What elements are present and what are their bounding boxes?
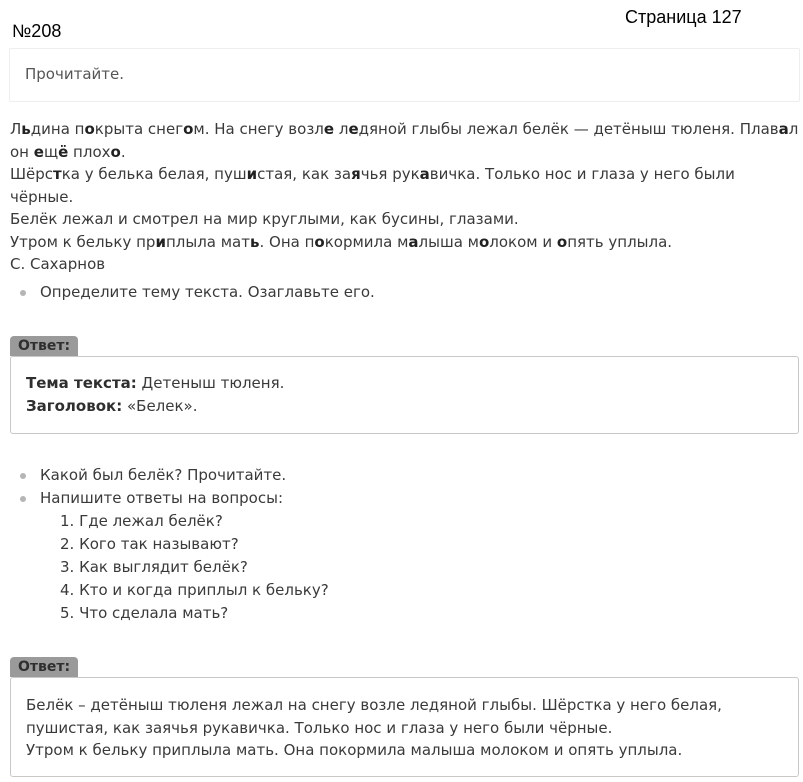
bullet-icon (20, 496, 26, 502)
bullet-icon (20, 290, 26, 296)
theme-label: Тема текста: (26, 374, 137, 392)
title-label: Заголовок: (26, 396, 123, 415)
answer-box-1 (10, 356, 799, 434)
task-instruction-box (9, 48, 800, 102)
reading-text (10, 118, 800, 276)
question-answer: Напишите ответы на вопросы: (40, 489, 284, 507)
theme-value: Детеныш тюленя. (136, 374, 285, 392)
answer-tab-1: Ответ: (10, 336, 78, 356)
text-author: С. Сахарнов (10, 255, 106, 273)
answer-box-2 (10, 677, 799, 777)
text-line-2: Шёрстка у белька белая, пушистая, как заячья рукавичка. Только нос и глаза у него были чёрные. (10, 165, 735, 206)
question-theme: Определите тему текста. Озаглавьте его. (40, 283, 375, 301)
answer-theme-line (26, 372, 783, 395)
sub-question-list (40, 510, 329, 625)
text-line-4: Утром к бельку приплыла мать. Она покормила малыша молоком и опять уплыла. (10, 232, 673, 251)
exercise-number: №208 (12, 21, 62, 41)
answer-text-2: Утром к бельку приплыла мать. Она покормила малыша молоком и опять уплыла. (26, 741, 683, 759)
bullet-icon (20, 473, 26, 479)
answer-text-1: Белёк – детёныш тюленя лежал на снегу возле ледяной глыбы. Шёрстка у него белая, пушистая, как заячья рукавичка. Только нос и глаза у него были чёрные. (26, 696, 722, 737)
question-list-2 (20, 464, 329, 625)
text-line-3: Белёк лежал и смотрел на мир круглыми, как бусины, глазами. (10, 210, 519, 228)
list-item (20, 464, 329, 487)
sub-question: 4. Кто и когда приплыл к бельку? (60, 581, 329, 599)
answer-tab-2: Ответ: (10, 657, 78, 677)
page-number: Страница 127 (625, 7, 742, 27)
list-item (20, 281, 375, 304)
task-instruction: Прочитайте. (25, 65, 125, 83)
text-line-1: Льдина покрыта снегом. На снегу возле ледяной глыбы лежал белёк — детёныш тюленя. Плавал он ещё плохо. (10, 120, 799, 161)
title-value: «Белек». (122, 396, 198, 415)
question-list-1 (20, 281, 375, 304)
sub-question: 3. Как выглядит белёк? (60, 558, 248, 576)
list-item (20, 487, 329, 625)
answer-title-line (26, 395, 783, 418)
question-read: Какой был белёк? Прочитайте. (40, 466, 287, 484)
sub-question: 1. Где лежал белёк? (60, 512, 223, 530)
sub-question: 5. Что сделала мать? (60, 604, 229, 622)
sub-question: 2. Кого так называют? (60, 535, 239, 553)
